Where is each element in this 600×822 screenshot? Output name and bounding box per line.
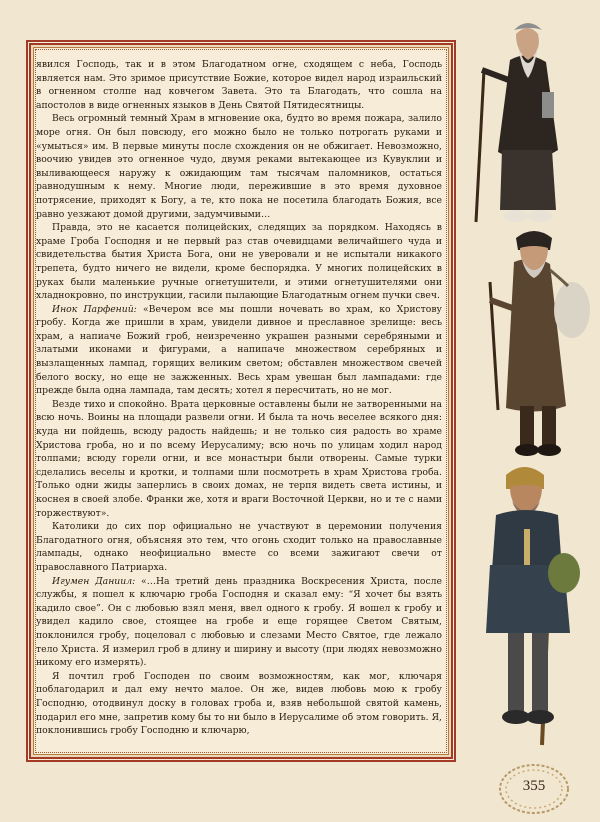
paragraph-text: Я почтил гроб Господен по своим возможностям, как мог, ключаря поблагодарил и дал ему нечто малое. Он же, видев любовь мою к гробу Господню, отодвинул доску в головах гроба и, взяв небольшой святой камень, подарил его мне, запретив кому бы то ни было в Иерусалиме об этом говорить. Я, поклонившись гробу Господню и ключарю, <box>36 670 442 737</box>
paragraph-8 <box>36 670 442 738</box>
body-text <box>36 58 442 752</box>
speaker-name: Инок Парфений: <box>52 303 137 315</box>
paragraph-2 <box>36 112 442 221</box>
paragraph-text: явился Господь, так и в этом Благодатном огне, сходящем с неба, Господь является нам. Это зримое присутствие Божие, которое видел народ израильский в огненном столпе над ковчегом Завета. Это та Благодать, что сошла на апостолов в виде огненных языков в День Святой Пятидесятницы. <box>36 59 442 111</box>
paragraph-4 <box>36 303 442 398</box>
paragraph-text: «…На третий день праздника Воскресения Христа, после службы, я пошел к ключарю гроба Господня и сказал ему: “Я хочет бы взять кадило свое”. Он с любовью взял меня, ввел одного к гробу. Я вошел к гробу и увидел кадило свое, стоящее на гробе и еще горящее Светом Святым, поклонился гробу, поцеловал с любовью и слезами Место Святое, где лежало тело Христа. Я измерил гроб в длину и ширину и высоту (при людях невозможно никому его измерять). <box>36 575 442 669</box>
page-number: 355 <box>522 778 546 794</box>
paragraph-text: Правда, это не касается полицейских, следящих за порядком. Находясь в храме Гроба Господня и не первый раз став очевидцами величайшего чуда и свидетельства бытия Христа Бога, они не уверовали и не испытали никакого трепета, будто ничего не видели, кроме беспорядка. У многих полицейских в руках были маленькие ручные огнетушители, и этими огнетушителями они хладнокровно, по инструкции, гасили пылающие Благодатным огнем пучки свеч. <box>36 222 442 302</box>
paragraph-text: Везде тихо и спокойно. Врата церковные оставлены были не затворенными на всю ночь. Воины на площади развели огни. И была та ночь веселее всякого дня: куда ни пойдешь, всюду радость найдешь; и не только сия радость во храме Христова гроба, но и по всему Иерусалиму; всю ночь по улицам ходил народ толпами; всюду горели огни, и все монастыри были отворены. Самые турки сделались веселы и кротки, и толпами шли посмотреть в храм Христова гроба. Только одни жиды заперлись в своих домах, не терпя видеть света истины, и коснея в своей злобе. Франки же, хотя и враги Восточной Церкви, но и те с нами торжествуют». <box>36 398 442 519</box>
pilgrim-illustration-2 <box>480 210 592 470</box>
paragraph-text: «Вечером все мы пошли ночевать во храм, ко Христову гробу. Когда же пришли в храм, увидели дивное и преславное зрелище: весь храм, а напиаче Божий гроб, неизреченно украшен разными серебряными и златыми иконами и фигурами, а напипаче множеством серебряных и вызлащенных лампад, горящих великим светом; обставлен множеством свечей белого воску, но еще не зажженных. Весь храм увешан был лампадами: где прежде была одна лампада, там десять; хотел я пересчитать, но не мог. <box>36 303 442 397</box>
page-number-medallion <box>497 760 571 818</box>
pilgrim-illustration-3 <box>470 455 594 755</box>
paragraph-text: Католики до сих пор официально не участвуют в церемонии получения Благодатного огня, объясняя это тем, что огонь сходит только на православные лампады, однако неофициально вместе со всеми зажигают свечи от православного Патриарха. <box>36 521 442 573</box>
paragraph-7 <box>36 575 442 670</box>
speaker-name: Игумен Даниил: <box>52 575 136 587</box>
paragraph-text: Весь огромный темный Храм в мгновение ока, будто во время пожара, залило море огня. Он был повсюду, его можно было не только потрогать руками и «умыться» им. В первые минуты после схождения он не обжигает. Невозможно, воочию увидев это огненное чудо, двумя реками вытекающее из Кувуклии и выливающееся наружу к ожидающим там тысячам паломников, остаться равнодушным к нему. Многие люди, пережившие в это время духовное потрясение, приходят к Богу, а те, кто пока не посетила благодать Божия, все равно уезжают домой другими, задумчивыми… <box>36 113 442 220</box>
paragraph-3 <box>36 221 442 303</box>
pilgrim-illustration-1 <box>472 0 582 232</box>
paragraph-6 <box>36 520 442 574</box>
paragraph-5 <box>36 398 442 520</box>
paragraph-1 <box>36 58 442 112</box>
